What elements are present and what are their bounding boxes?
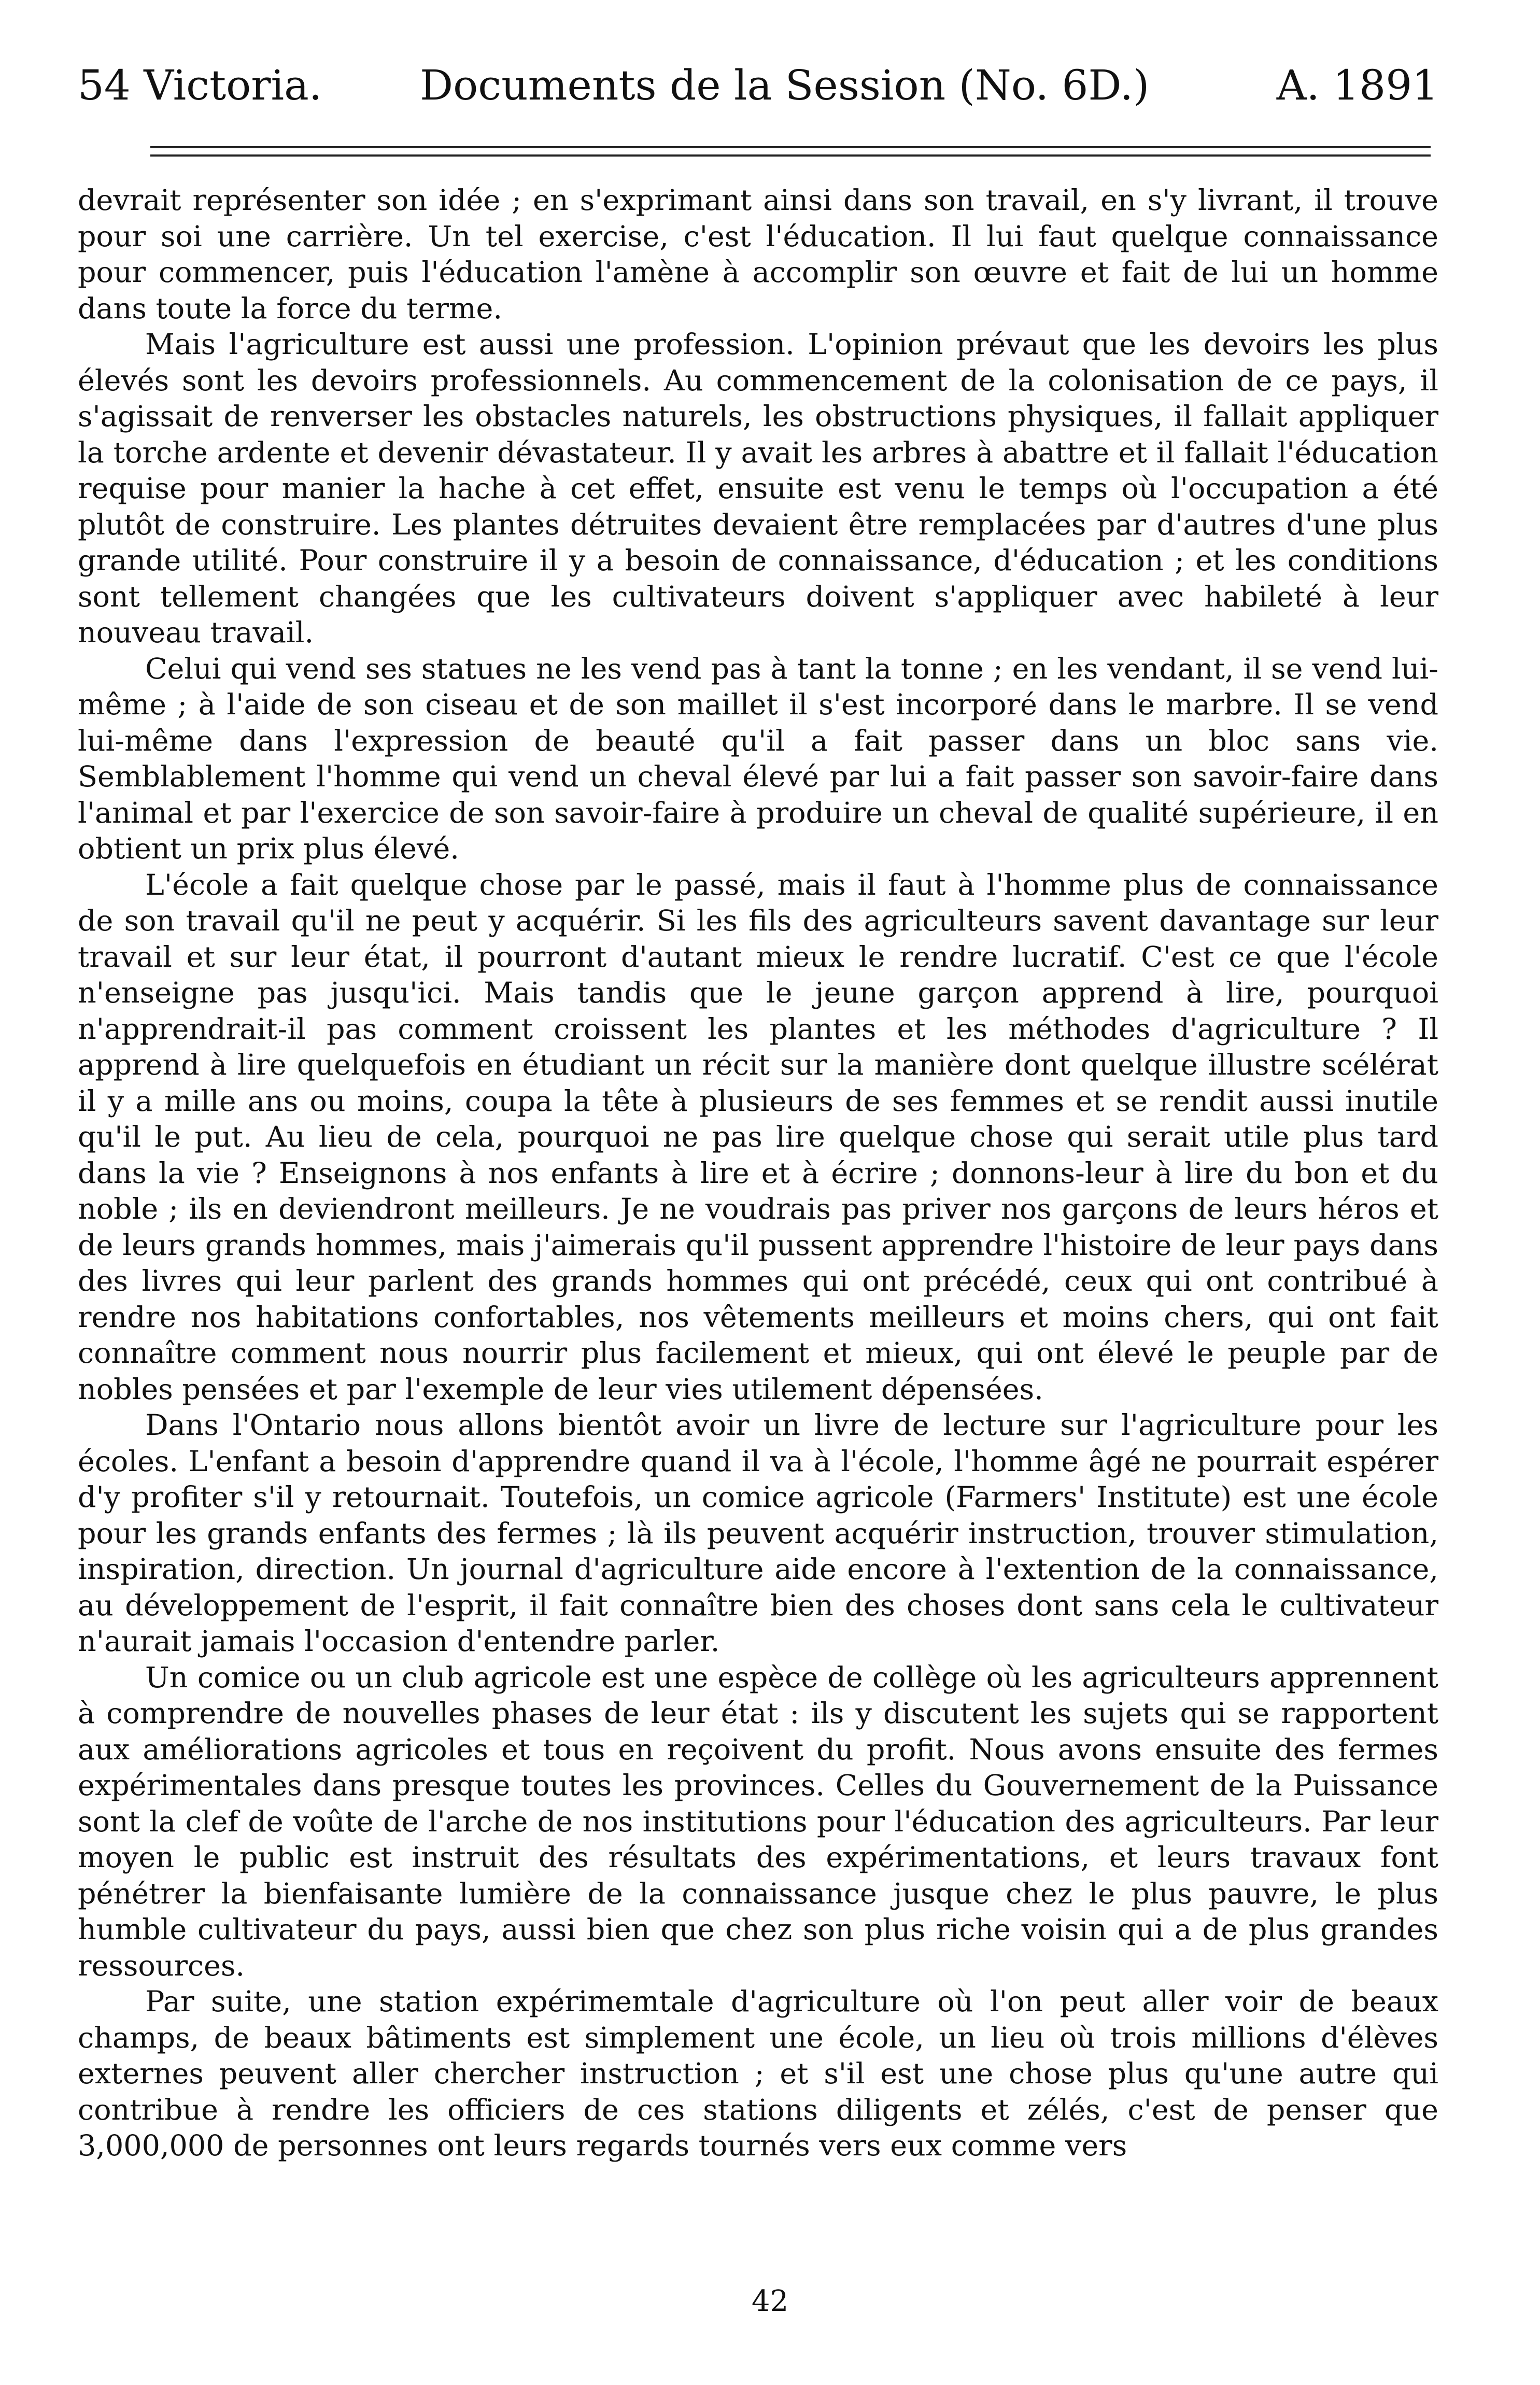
- header-volume: 54 Victoria.: [78, 61, 322, 109]
- paragraph: devrait représenter son idée ; en s'exprimant ainsi dans son travail, en s'y livrant, il trouve pour soi une carrière. Un tel exercise, c'est l'éducation. Il lui faut quelque connaissance pour commencer, puis l'éducation l'amène à accomplir son œuvre et fait de lui un homme dans toute la force du terme.: [78, 184, 1438, 326]
- paragraph: L'école a fait quelque chose par le passé, mais il faut à l'homme plus de connaissance de son travail qu'il ne peut y acquérir. Si les fils des agriculteurs savent davantage sur leur travail et sur leur état, il pourront d'autant mieux le rendre lucratif. C'est ce que l'école n'enseigne pas jusqu'ici. Mais tandis que le jeune garçon apprend à lire, pourquoi n'apprendrait-il pas comment croissent les plantes et les méthodes d'agriculture ? Il apprend à lire quelquefois en étudiant un récit sur la manière dont quelque illustre scélérat il y a mille ans ou moins, coupa la tête à plusieurs de ses femmes et se rendit aussi inutile qu'il le put. Au lieu de cela, pourquoi ne pas lire quelque chose qui serait utile plus tard dans la vie ? Enseignons à nos enfants à lire et à écrire ; donnons-leur à lire du bon et du noble ; ils en deviendront meilleurs. Je ne voudrais pas priver nos garçons de leurs héros et de leurs grands hommes, mais j'aimerais qu'il pussent apprendre l'histoire de leur pays dans des livres qui leur parlent des grands hommes qui ont précédé, ceux qui ont contribué à rendre nos habitations confortables, nos vêtements meilleurs et moins chers, qui ont fait connaître comment nous nourrir plus facilement et mieux, qui ont élevé le peuple par de nobles pensées et par l'exemple de leur vies utilement dépensées.: [78, 868, 1438, 1406]
- header-rule-top: [150, 146, 1431, 148]
- paragraph: Un comice ou un club agricole est une espèce de collège où les agriculteurs apprennent à comprendre de nouvelles phases de leur état : ils y discutent les sujets qui se rapportent aux améliorations agricoles et tous en reçoivent du profit. Nous avons ensuite des fermes expérimentales dans presque toutes les provinces. Celles du Gouvernement de la Puissance sont la clef de voûte de l'arche de nos institutions pour l'éducation des agriculteurs. Par leur moyen le public est instruit des résultats des expérimentations, et leurs travaux font pénétrer la bienfaisante lumière de la connaissance jusque chez le plus pauvre, le plus humble cultivateur du pays, aussi bien que chez son plus riche voisin qui a de plus grandes ressources.: [78, 1660, 1438, 1983]
- header-year: A. 1891: [1276, 61, 1438, 109]
- paragraph: Dans l'Ontario nous allons bientôt avoir un livre de lecture sur l'agriculture pour les écoles. L'enfant a besoin d'apprendre quand il va à l'école, l'homme âgé ne pourrait espérer d'y profiter s'il y retournait. Toutefois, un comice agricole (Farmers' Institute) est une école pour les grands enfants des fermes ; là ils peuvent acquérir instruction, trouver stimulation, inspiration, direction. Un journal d'agriculture aide encore à l'extention de la connaissance, au développement de l'esprit, il fait connaître bien des choses dont sans cela le cultivateur n'aurait jamais l'occasion d'entendre parler.: [78, 1408, 1438, 1658]
- paragraph: Mais l'agriculture est aussi une profession. L'opinion prévaut que les devoirs les plus élevés sont les devoirs professionnels. Au commencement de la colonisation de ce pays, il s'agissait de renverser les obstacles naturels, les obstructions physiques, il fallait appliquer la torche ardente et devenir dévastateur. Il y avait les arbres à abattre et il fallait l'éducation requise pour manier la hache à cet effet, ensuite est venu le temps où l'occupation a été plutôt de construire. Les plantes détruites devaient être remplacées par d'autres d'une plus grande utilité. Pour construire il y a besoin de connaissance, d'éducation ; et les conditions sont tellement changées que les cultivateurs doivent s'appliquer avec habileté à leur nouveau travail.: [78, 328, 1438, 650]
- header-rule-bottom: [150, 154, 1431, 157]
- paragraph: Celui qui vend ses statues ne les vend pas à tant la tonne ; en les vendant, il se vend lui-même ; à l'aide de son ciseau et de son maillet il s'est incorporé dans le marbre. Il se vend lui-même dans l'expression de beauté qu'il a fait passer dans un bloc sans vie. Semblablement l'homme qui vend un cheval élevé par lui a fait passer son savoir-faire dans l'animal et par l'exercice de son savoir-faire à produire un cheval de qualité supérieure, il en obtient un prix plus élevé.: [78, 652, 1438, 866]
- running-header: [78, 54, 1438, 117]
- body-text: [78, 182, 1438, 2164]
- header-title: Documents de la Session (No. 6D.): [420, 61, 1150, 109]
- paragraph: Par suite, une station expérimemtale d'agriculture où l'on peut aller voir de beaux champs, de beaux bâtiments est simplement une école, un lieu où trois millions d'élèves externes peuvent aller chercher instruction ; et s'il est une chose plus qu'une autre qui contribue à rendre les officiers de ces stations diligents et zélés, c'est de penser que 3,000,000 de personnes ont leurs regards tournés vers eux comme vers: [78, 1985, 1438, 2163]
- page-number: 42: [751, 2284, 789, 2318]
